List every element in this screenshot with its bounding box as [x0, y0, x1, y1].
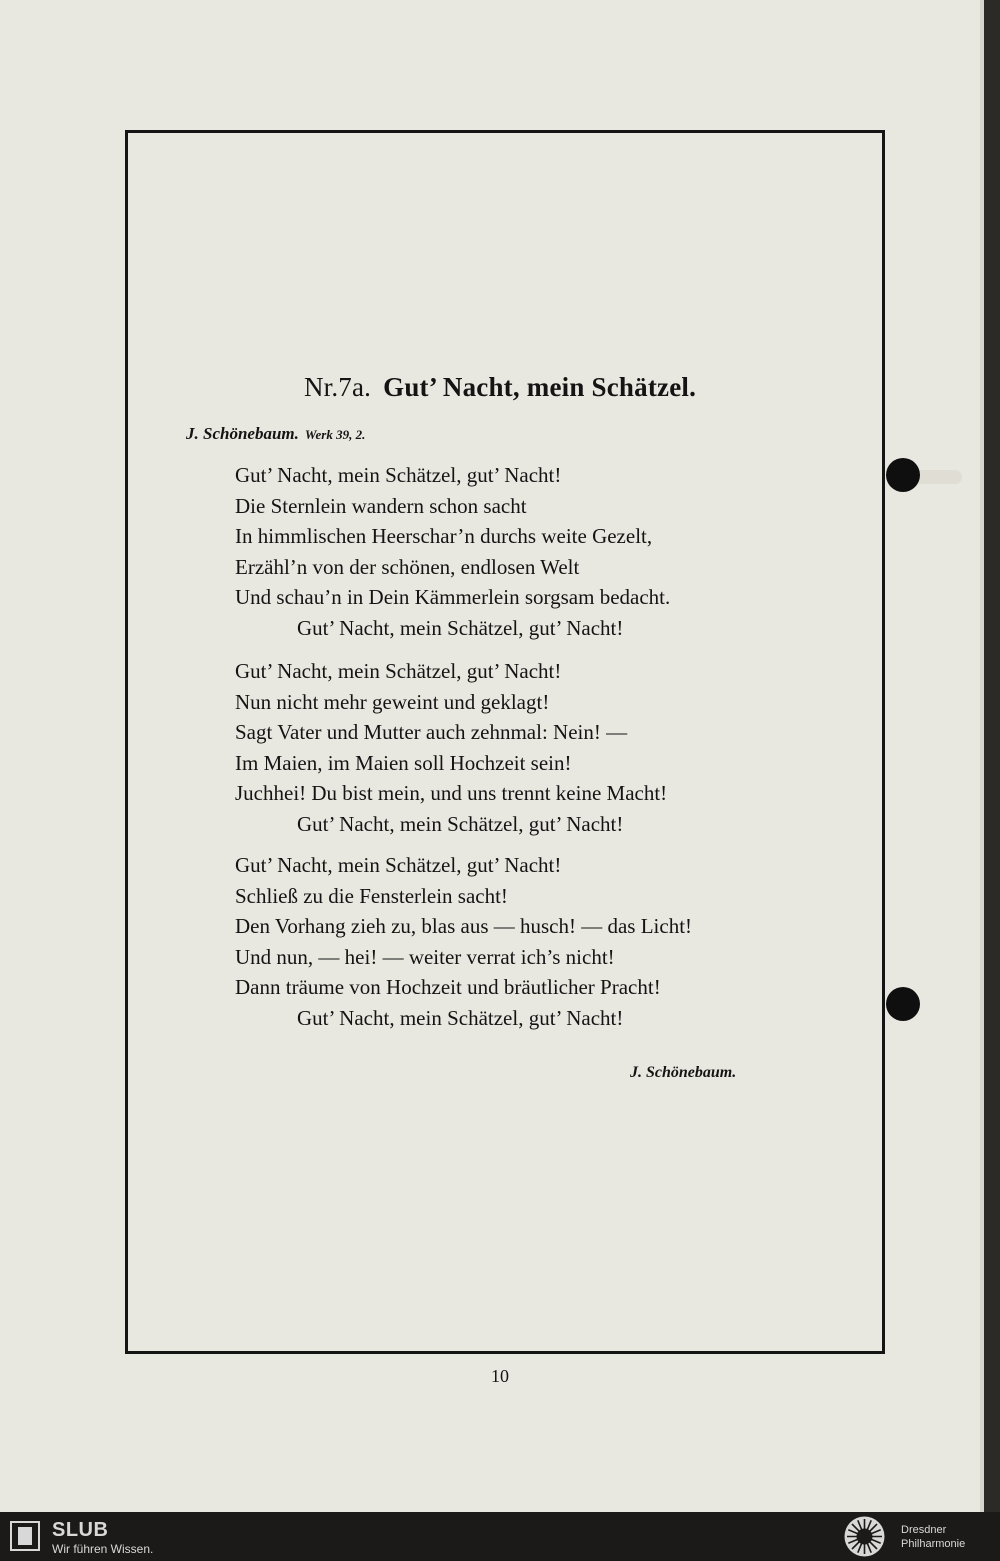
page-number: 10 — [491, 1366, 509, 1386]
verse-line: Dann träume von Hochzeit und bräutlicher Pracht! — [235, 975, 661, 999]
stanza-1 — [235, 460, 855, 643]
signature: J. Schönebaum. — [630, 1064, 737, 1081]
partner-name-line1[interactable]: Dresdner — [901, 1524, 947, 1536]
page-edge — [984, 0, 1000, 1512]
library-name[interactable]: SLUB — [52, 1519, 109, 1541]
verse-line: Im Maien, im Maien soll Hochzeit sein! — [235, 750, 572, 775]
verse-line: Erzähl’n von der schönen, endlosen Welt — [235, 554, 580, 579]
song-number: Nr.7a. — [303, 372, 372, 402]
viewer-footer — [0, 1512, 1000, 1561]
verse-line: Die Sternlein wandern schon sacht — [235, 493, 527, 518]
partner-name-line2[interactable]: Philharmonie — [901, 1538, 966, 1550]
sunburst-logo-icon[interactable] — [843, 1515, 886, 1558]
refrain-line: Gut’ Nacht, mein Schätzel, gut’ Nacht! — [297, 615, 624, 640]
verse-line: Juchhei! Du bist mein, und uns trennt keine Macht! — [235, 781, 668, 805]
verse-line: Und schau’n in Dein Kämmerlein sorgsam bedacht. — [235, 585, 671, 609]
library-tagline: Wir führen Wissen. — [52, 1542, 154, 1556]
verse-line: Sagt Vater und Mutter auch zehnmal: Nein! — — [235, 720, 628, 744]
verse-line: Schließ zu die Fensterlein sacht! — [235, 883, 508, 908]
punch-hole — [886, 458, 920, 492]
stanza-3 — [235, 850, 855, 1033]
verse-line: In himmlischen Heerschar’n durchs weite Gezelt, — [235, 524, 653, 548]
verse-line: Nun nicht mehr geweint und geklagt! — [235, 689, 550, 714]
slub-logo-icon[interactable] — [10, 1521, 40, 1551]
refrain-line: Gut’ Nacht, mein Schätzel, gut’ Nacht! — [297, 1005, 624, 1030]
work-number: Werk 39, 2. — [304, 427, 366, 442]
punch-hole — [886, 987, 920, 1021]
verse-line: Gut’ Nacht, mein Schätzel, gut’ Nacht! — [235, 853, 562, 877]
verse-line: Gut’ Nacht, mein Schätzel, gut’ Nacht! — [235, 463, 562, 487]
song-name: Gut’ Nacht, mein Schätzel. — [383, 372, 697, 402]
verse-line: Und nun, — hei! — weiter verrat ich’s nicht! — [235, 944, 615, 969]
verse-line: Den Vorhang zieh zu, blas aus — husch! — das Licht! — [235, 914, 693, 938]
refrain-line: Gut’ Nacht, mein Schätzel, gut’ Nacht! — [297, 811, 624, 836]
stanza-2 — [235, 656, 855, 839]
verse-line: Gut’ Nacht, mein Schätzel, gut’ Nacht! — [235, 659, 562, 683]
composer-credit — [186, 424, 365, 444]
composer-name: J. Schönebaum. — [186, 424, 299, 443]
song-title — [0, 372, 1000, 403]
